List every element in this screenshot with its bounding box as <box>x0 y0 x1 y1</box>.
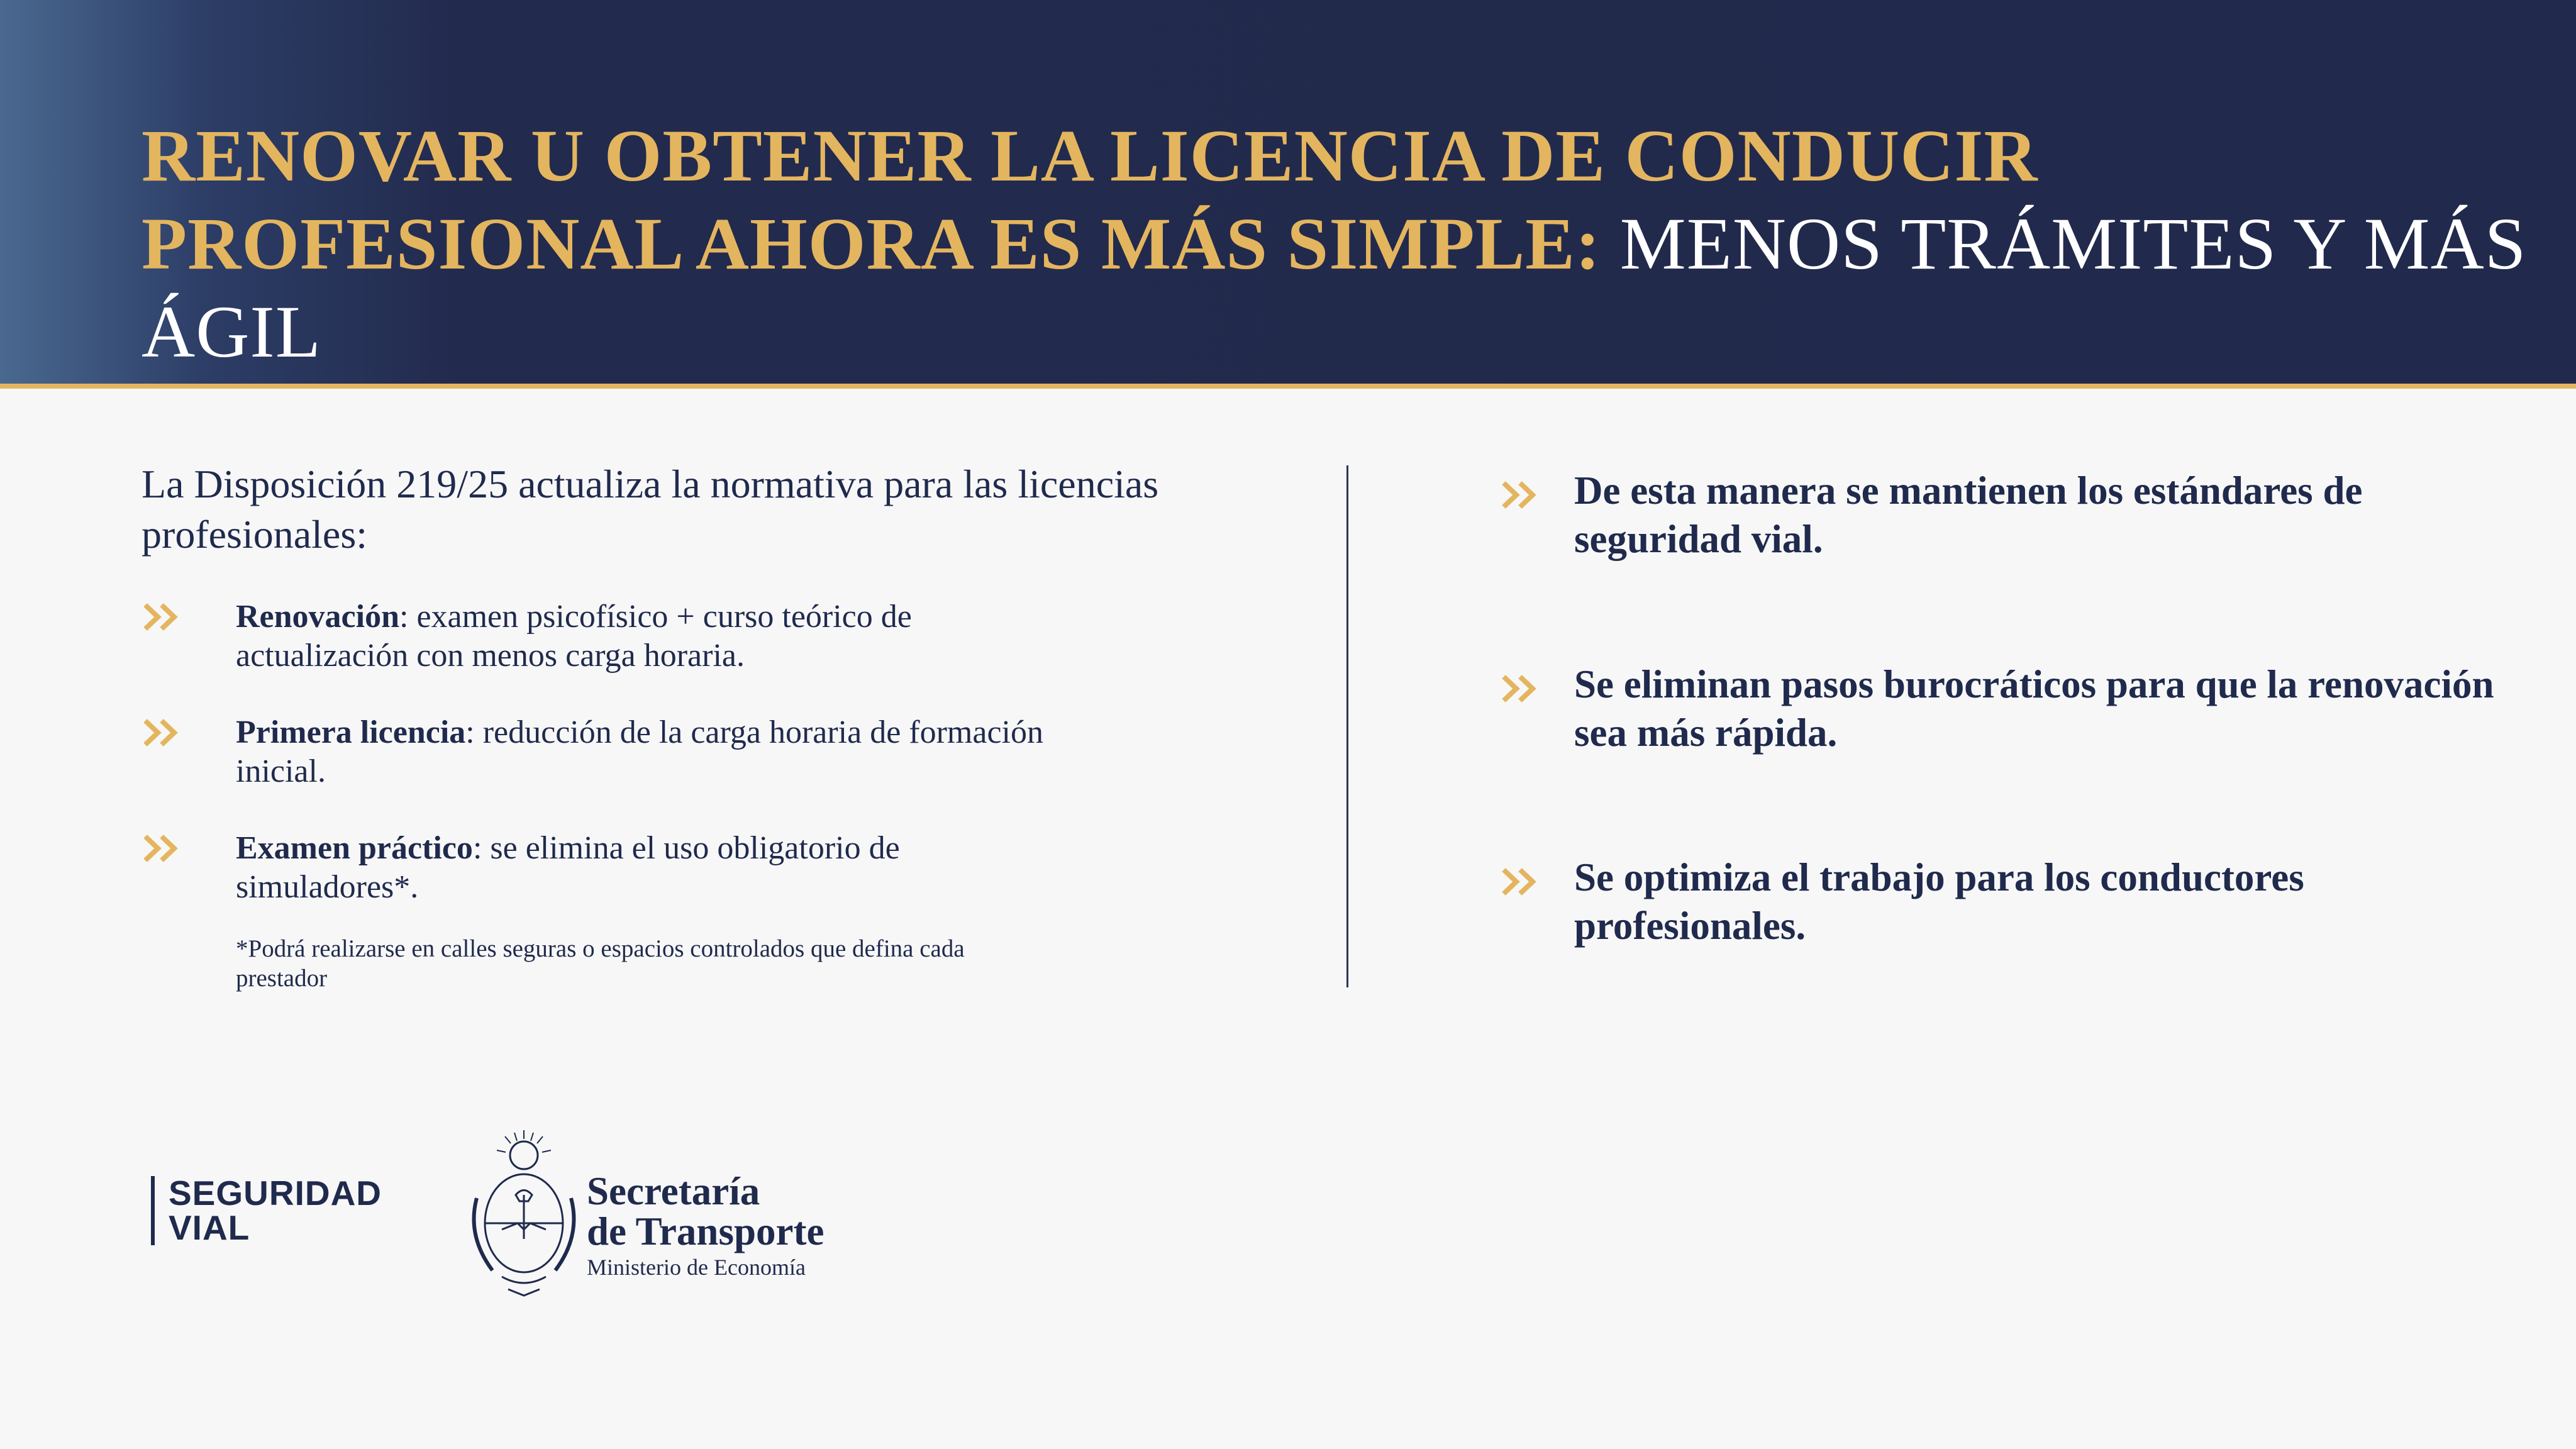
double-chevron-icon <box>1500 866 1541 897</box>
list-item-description: : se elimina el uso obligatorio de simuladores*. <box>236 830 900 905</box>
intro-text: La Disposición 219/25 actualiza la normativa para las licencias profesionales: <box>142 462 1159 557</box>
column-divider <box>1346 465 1348 987</box>
title-highlight: RENOVAR U OBTENER LA LICENCIA DE CONDUCIR PROFESIONAL AHORA ES MÁS SIMPLE: <box>142 114 2038 285</box>
ministerio-text: Ministerio de Economía <box>587 1255 806 1280</box>
double-chevron-icon <box>142 717 183 748</box>
secretaria-line-1: Secretaría <box>587 1169 760 1213</box>
footnote: *Podrá realizarse en calles seguras o espacios controlados que defina cada prestador <box>236 935 965 992</box>
secretaria-logo <box>587 1171 964 1283</box>
logo-line: VIAL <box>169 1208 250 1247</box>
coat-of-arms-icon <box>458 1129 590 1305</box>
double-chevron-icon <box>142 601 183 633</box>
logo-line: SEGURIDAD <box>169 1174 382 1213</box>
list-item-label: Primera licencia <box>236 714 466 750</box>
double-chevron-icon <box>142 833 183 864</box>
page-title <box>142 112 2531 376</box>
double-chevron-icon <box>1500 673 1541 704</box>
list-item-label: Examen práctico <box>236 830 473 866</box>
list-item-text <box>236 713 1053 791</box>
list-item-label: Renovación <box>236 599 399 635</box>
right-item-text: Se eliminan pasos burocráticos para que la renovación sea más rápida. <box>1574 662 2494 755</box>
right-item-text: Se optimiza el trabajo para los conductores profesionales. <box>1574 855 2304 948</box>
list-item-description: : reducción de la carga horaria de formación inicial. <box>236 714 1043 789</box>
right-item-text: De esta manera se mantienen los estándares de seguridad vial. <box>1574 469 2363 561</box>
secretaria-line-2: de Transporte <box>587 1209 824 1253</box>
header-divider-line <box>0 384 2576 389</box>
double-chevron-icon <box>1500 479 1541 511</box>
list-item-text <box>236 597 1053 675</box>
title-subtitle: MENOS TRÁMITES Y MÁS ÁGIL <box>142 203 2527 373</box>
seguridad-vial-logo <box>151 1176 382 1245</box>
list-item-description: : examen psicofísico + curso teórico de actualización con menos carga horaria. <box>236 599 912 674</box>
list-item-text <box>236 829 1053 907</box>
